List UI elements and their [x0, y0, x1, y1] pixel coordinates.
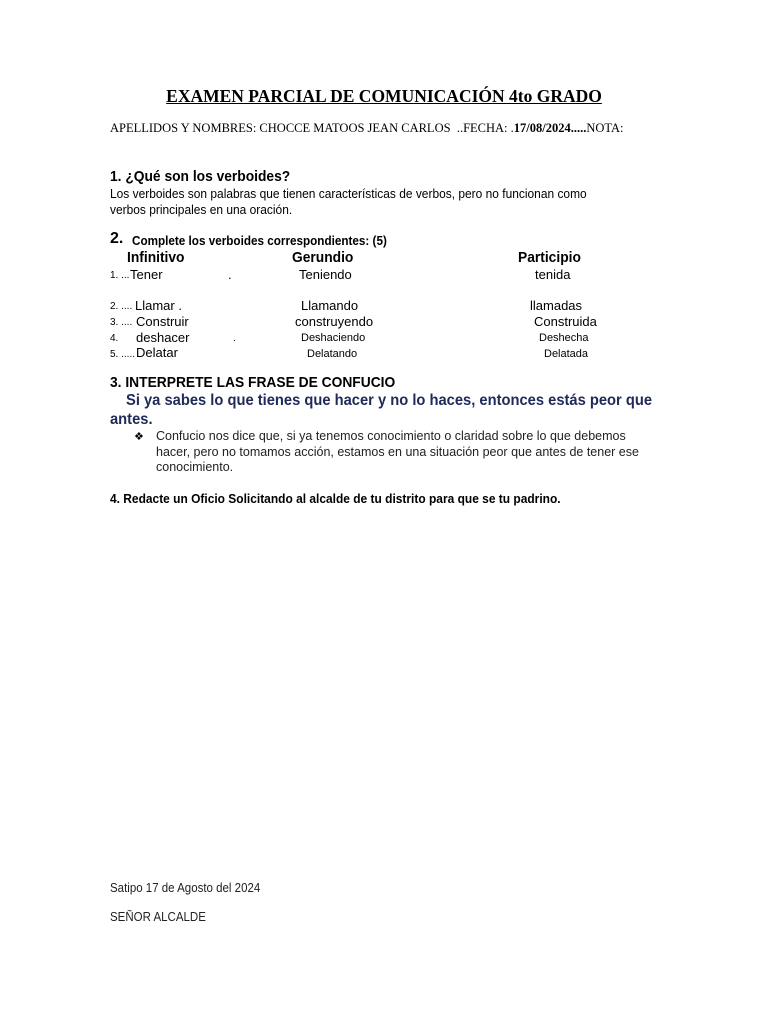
row-participio: Deshecha	[539, 332, 589, 344]
row-infinitivo: Construir	[136, 314, 189, 329]
grade-label: NOTA:	[586, 121, 624, 135]
row-dot: .	[233, 333, 236, 344]
row-number: 3. ....	[110, 317, 133, 328]
row-dot: .	[228, 267, 232, 282]
column-gerundio: Gerundio	[292, 249, 354, 266]
row-number: 2. ....	[110, 301, 133, 312]
q3-heading: 3. INTERPRETE LAS FRASE DE CONFUCIO	[110, 374, 396, 391]
row-number: 5. .....	[110, 349, 136, 360]
row-participio: Construida	[534, 314, 597, 329]
date-prefix: ..FECHA: .	[456, 121, 514, 135]
row-infinitivo: Delatar	[136, 345, 178, 360]
row-gerundio: construyendo	[295, 314, 374, 329]
row-gerundio: Delatando	[307, 348, 358, 360]
confucio-quote-line1: Si ya sabes lo que tienes que hacer y no lo haces, entonces estás peor que	[126, 392, 653, 409]
q1-answer-line1: Los verboides son palabras que tienen características de verbos, pero no funcionan como	[110, 186, 587, 201]
row-infinitivo: deshacer	[136, 330, 190, 345]
row-participio: tenida	[535, 267, 571, 282]
row-gerundio: Llamando	[301, 298, 359, 313]
row-gerundio: Teniendo	[299, 267, 352, 282]
bullet-icon: ❖	[134, 431, 144, 443]
exam-date: 17/08/2024.....	[513, 121, 587, 135]
q2-number: 2.	[110, 230, 124, 247]
q1-heading: 1. ¿Qué son los verboides?	[110, 168, 291, 185]
student-names: APELLIDOS Y NOMBRES: CHOCCE MATOOS JEAN CARLOS	[110, 121, 451, 135]
confucio-quote-line2: antes.	[110, 411, 153, 428]
student-info-line	[110, 121, 624, 136]
exam-title: EXAMEN PARCIAL DE COMUNICACIÓN 4to GRADO	[166, 86, 602, 106]
q4-heading: 4. Redacte un Oficio Solicitando al alcalde de tu distrito para que se tu padrino.	[110, 491, 561, 506]
row-number: 4.	[110, 333, 119, 344]
column-infinitivo: Infinitivo	[127, 249, 185, 266]
row-infinitivo: Llamar .	[135, 298, 182, 313]
row-participio: Delatada	[544, 348, 589, 360]
row-number: 1. ...	[110, 270, 130, 281]
q3-interpretation: Confucio nos dice que, si ya tenemos conocimiento o claridad sobre lo que debemos hacer, pero no tomamos acción, estamos en una situación peor que antes de tener ese conocimiento.	[156, 429, 639, 475]
letter-place-date: Satipo 17 de Agosto del 2024	[110, 881, 261, 895]
q1-answer-line2: verbos principales en una oración.	[110, 202, 293, 217]
row-infinitivo: Tener	[130, 267, 163, 282]
row-participio: llamadas	[530, 298, 583, 313]
letter-recipient: SEÑOR ALCALDE	[110, 910, 206, 924]
q2-heading: Complete los verboides correspondientes: (5)	[132, 233, 387, 248]
row-gerundio: Deshaciendo	[301, 332, 366, 344]
column-participio: Participio	[518, 249, 581, 266]
